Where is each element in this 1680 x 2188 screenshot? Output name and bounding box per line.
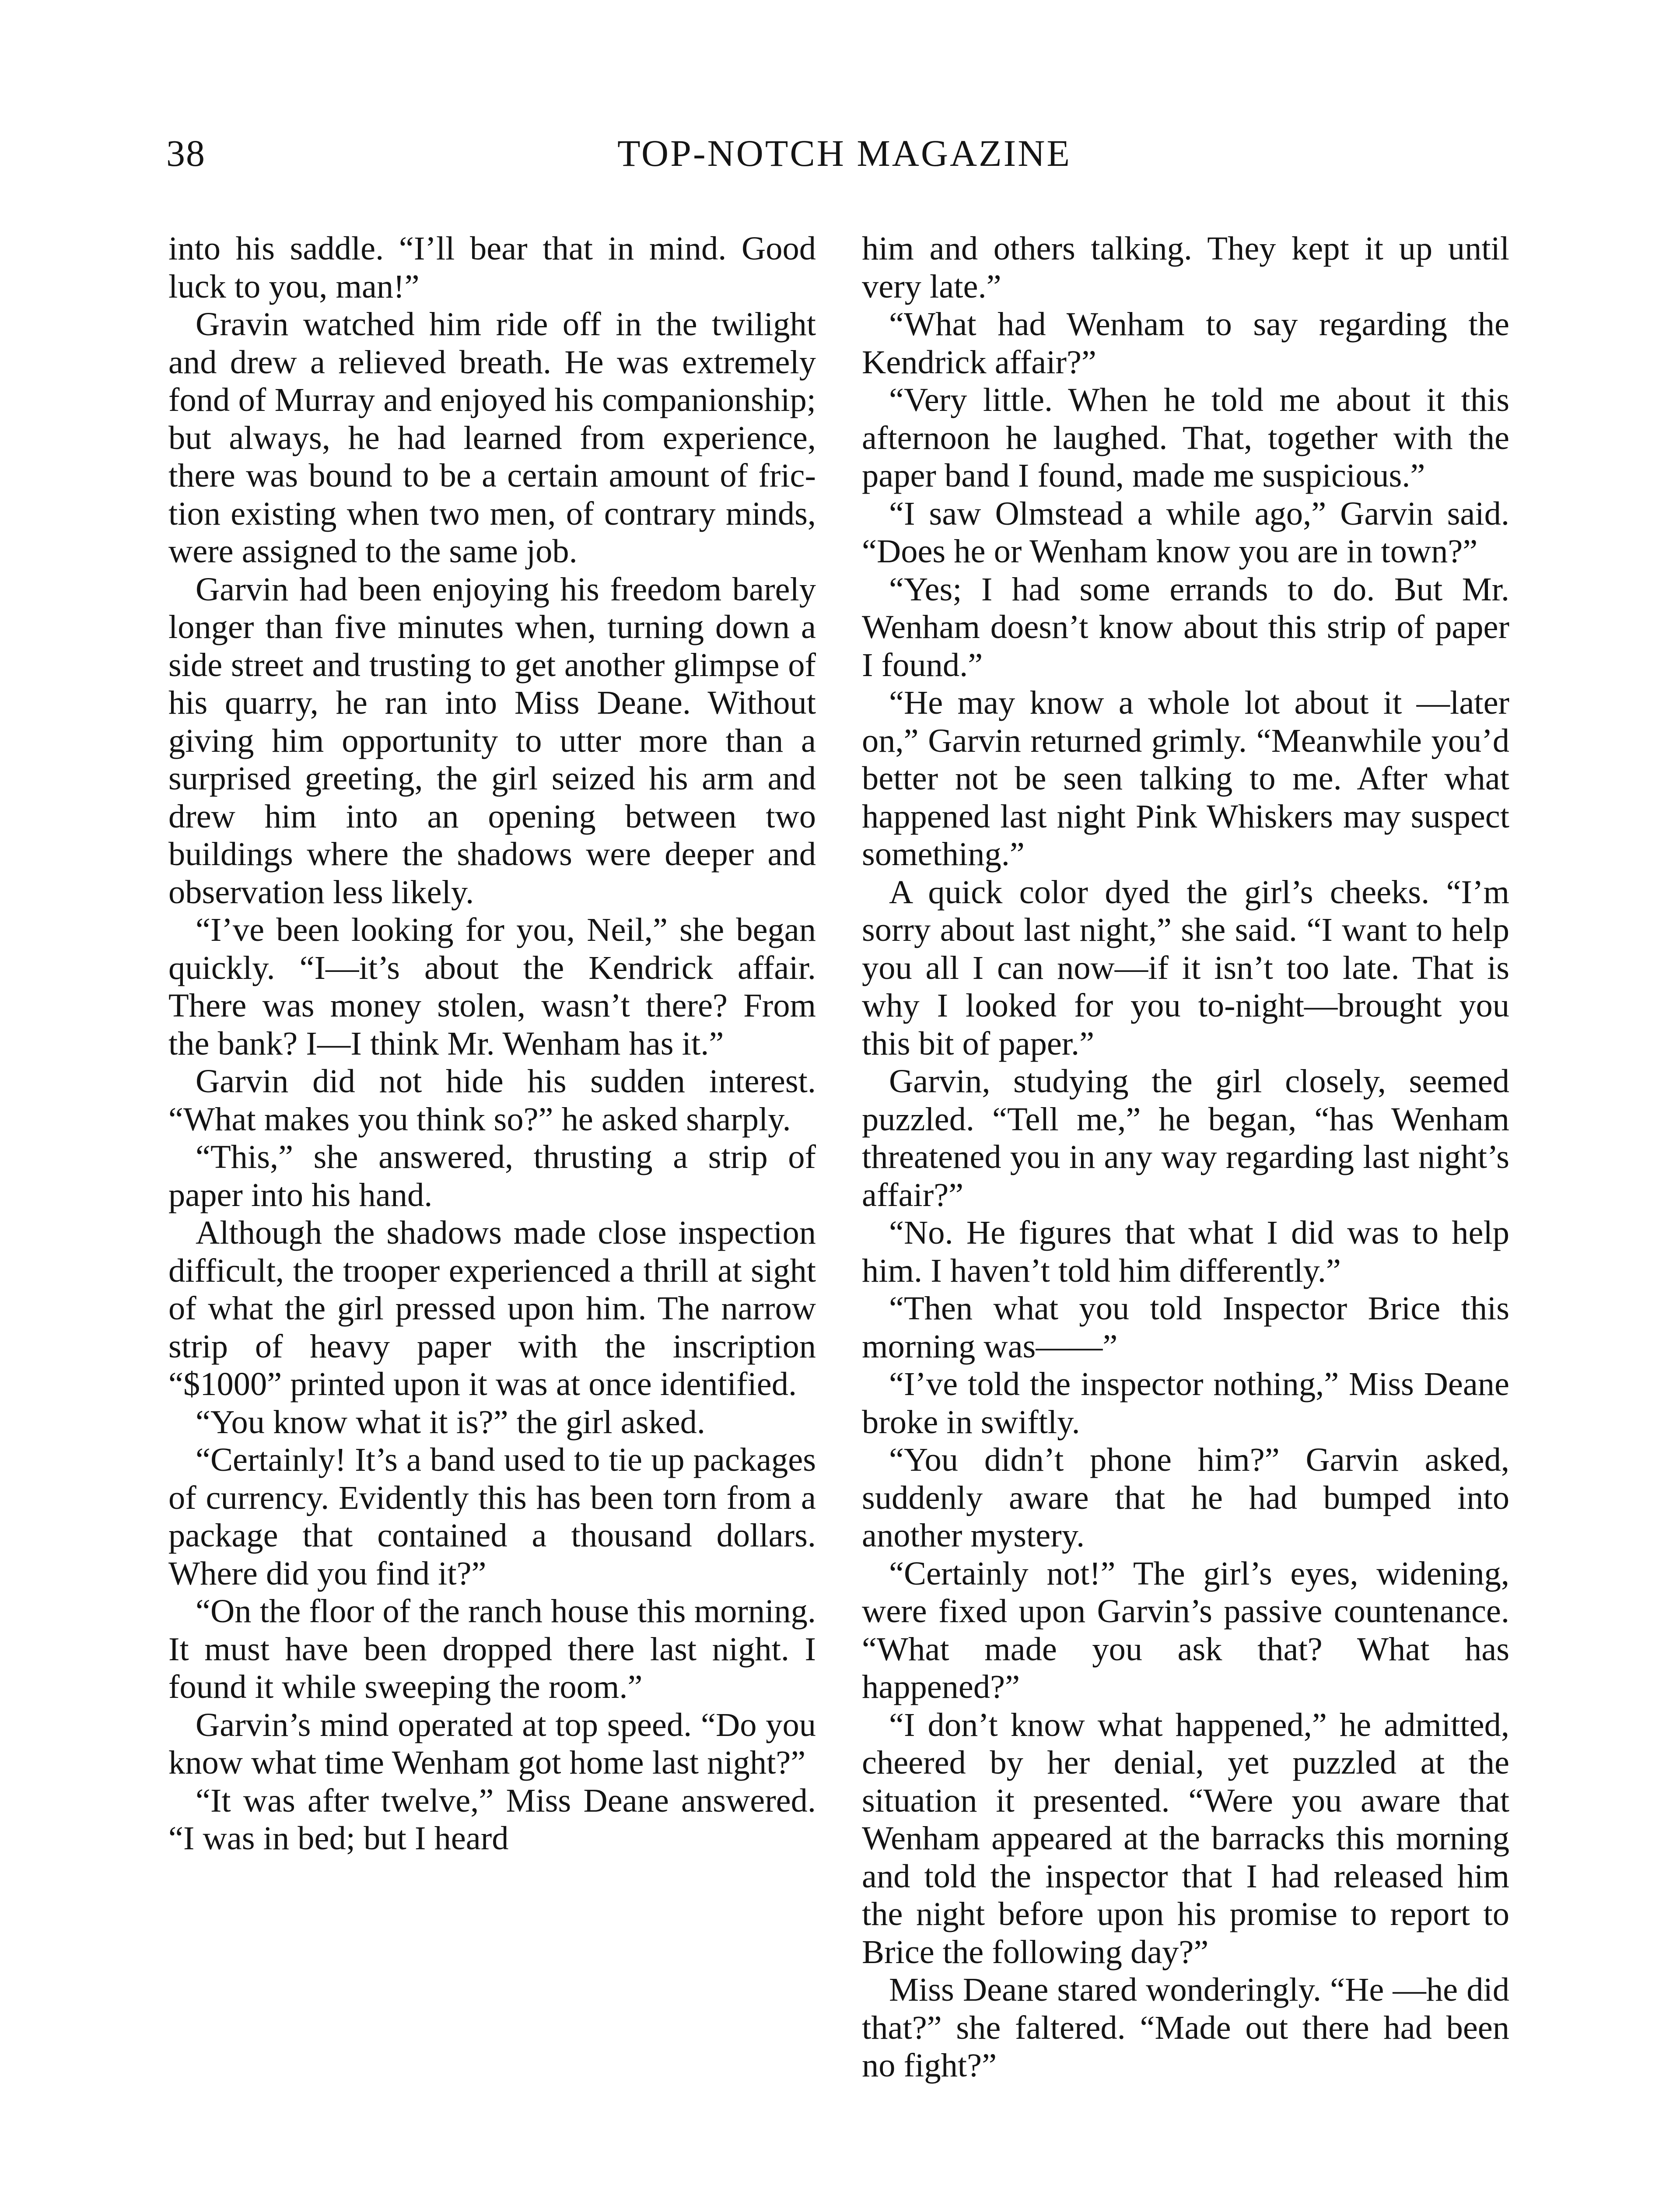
paragraph: “It was after twelve,” Miss Deane answered. “I was in bed; but I heard [168, 1781, 816, 1857]
paragraph: into his saddle. “I’ll bear that in mind. Good luck to you, man!” [168, 230, 816, 305]
paragraph: Although the shadows made close inspection difficult, the trooper experienced a thrill at sight of what the girl pressed upon him. The narrow strip of heavy paper with the inscription “$1000” printed upon it was at once identified. [168, 1214, 816, 1403]
paragraph: “Then what you told Inspector Brice this morning was——” [862, 1290, 1509, 1365]
paragraph: “Certainly not!” The girl’s eyes, widening, were fixed upon Garvin’s passive countenance. “What made you ask that? What has happened?” [862, 1554, 1509, 1705]
paragraph: “No. He figures that what I did was to help him. I haven’t told him differently.” [862, 1214, 1509, 1289]
paragraph: Garvin, studying the girl closely, seemed puzzled. “Tell me,” he began, “has Wenham threatened you in any way regarding last night’s affair?” [862, 1062, 1509, 1213]
paragraph: Garvin’s mind operated at top speed. “Do you know what time Wenham got home last night?” [168, 1706, 816, 1781]
paragraph: him and others talking. They kept it up until very late.” [862, 230, 1509, 305]
paragraph: “I don’t know what happened,” he admitted, cheered by her denial, yet puzzled at the situation it presented. “Were you aware that Wenham appeared at the barracks this morning and told the inspector that I had released him the night before upon his promise to report to Brice the following day?” [862, 1706, 1509, 1971]
left-column [168, 230, 816, 1858]
paragraph: Miss Deane stared wonderingly. “He —he did that?” she faltered. “Made out there had been no fight?” [862, 1971, 1509, 2084]
paragraph: “You know what it is?” the girl asked. [196, 1403, 706, 1441]
paragraph: “I’ve told the inspector nothing,” Miss Deane broke in swiftly. [862, 1365, 1509, 1441]
paragraph: “He may know a whole lot about it —later on,” Garvin returned grimly. “Meanwhile you’d better not be seen talking to me. After what happened last night Pink Whiskers may suspect something.” [862, 684, 1509, 873]
paragraph: “This,” she answered, thrusting a strip of paper into his hand. [168, 1138, 816, 1213]
paragraph: “Certainly! It’s a band used to tie up packages of currency. Evidently this has been torn from a package that contained a thousand dollars. Where did you find it?” [168, 1441, 816, 1592]
paragraph: A quick color dyed the girl’s cheeks. “I’m sorry about last night,” she said. “I want to help you all I can now—if it isn’t too late. That is why I looked for you to-night—brought you this bit of paper.” [862, 873, 1509, 1062]
paragraph: “What had Wenham to say regarding the Kendrick affair?” [862, 305, 1509, 381]
paragraph: “I saw Olmstead a while ago,” Garvin said. “Does he or Wenham know you are in town?” [862, 494, 1509, 570]
right-column [862, 230, 1509, 2085]
paragraph: “On the floor of the ranch house this morning. It must have been dropped there last night. I found it while sweeping the room.” [168, 1592, 816, 1705]
paragraph: “Very little. When he told me about it this afternoon he laughed. That, together with the paper band I found, made me suspicious.” [862, 381, 1509, 494]
paragraph: Gravin watched him ride off in the twilight and drew a relieved breath. He was extremely fond of Murray and enjoyed his companionship; but always, he had learned from experience, there was bound to be a certain amount of friction existing when two men, of contrary minds, were assigned to the same job. [168, 305, 816, 570]
paragraph: “You didn’t phone him?” Garvin asked, suddenly aware that he had bumped into another mystery. [862, 1441, 1509, 1554]
paragraph: “Yes; I had some errands to do. But Mr. Wenham doesn’t know about this strip of paper I found.” [862, 570, 1509, 684]
page-number: 38 [166, 132, 206, 174]
paragraph: “I’ve been looking for you, Neil,” she began quickly. “I—it’s about the Kendrick affair. There was money stolen, wasn’t there? From the bank? I—I think Mr. Wenham has it.” [168, 911, 816, 1062]
page-header [166, 131, 1522, 184]
running-title: TOP-NOTCH MAGAZINE [617, 132, 1071, 174]
paragraph: Garvin had been enjoying his freedom barely longer than five minutes when, turning down a side street and trusting to get another glimpse of his quarry, he ran into Miss Deane. Without giving him opportunity to utter more than a surprised greeting, the girl seized his arm and drew him into an opening between two buildings where the shadows were deeper and observation less likely. [168, 570, 816, 911]
paragraph: Garvin did not hide his sudden interest. “What makes you think so?” he asked sharply. [168, 1062, 816, 1138]
